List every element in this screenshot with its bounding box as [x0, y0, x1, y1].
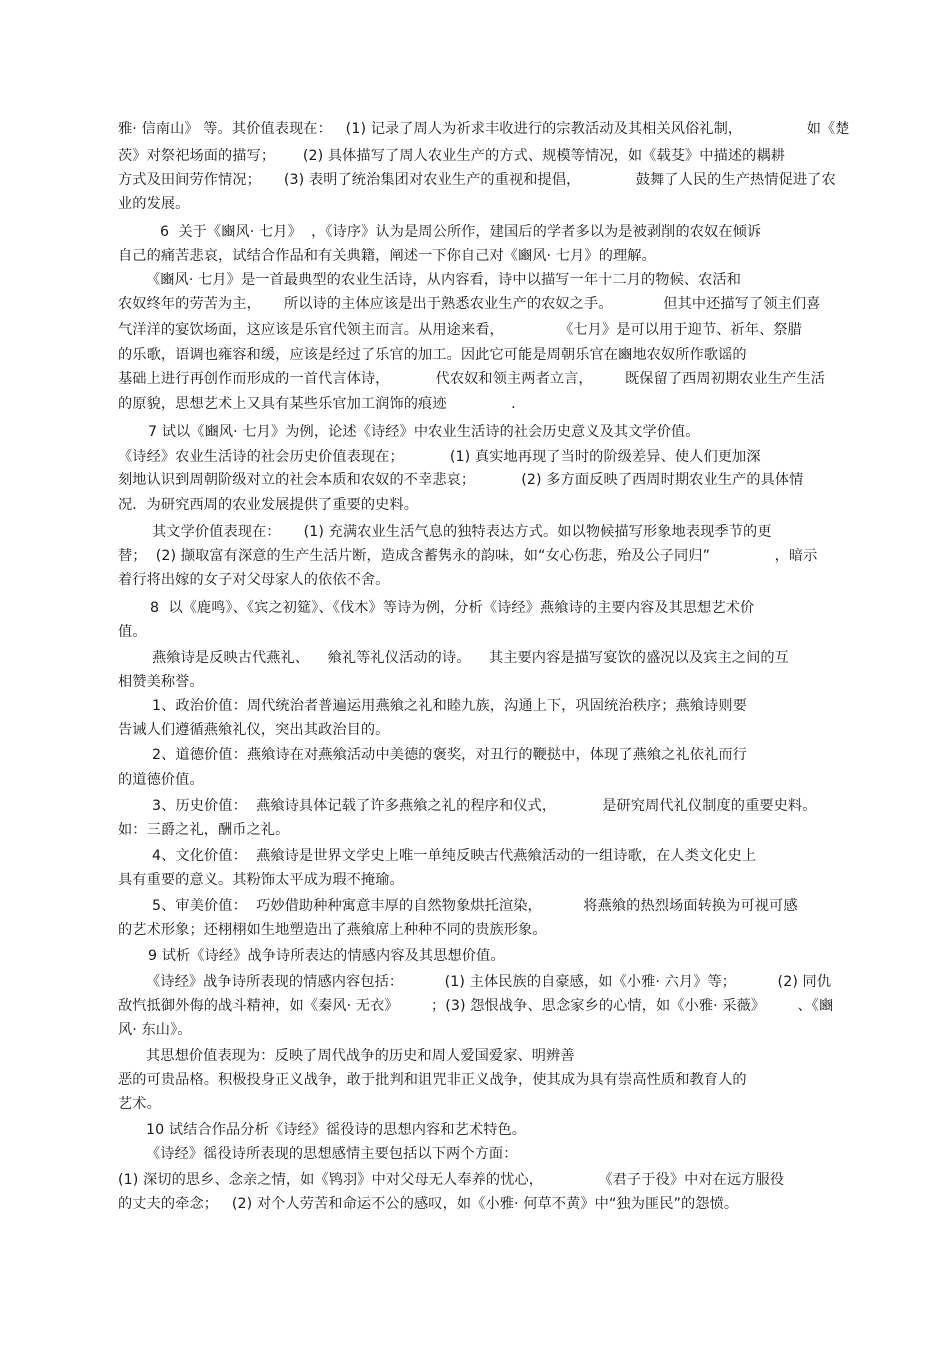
question-heading: 6 关于《豳风· 七月》 ，《诗序》认为是周公所作，建国后的学者多以为是被剥削的农奴在倾诉: [160, 224, 762, 240]
text-line: 替； (2) 撷取富有深意的生产生活片断，造成含蓄隽永的韵味，如“女心伤悲，殆及公子同归” ，暗示: [118, 548, 818, 564]
text-line: 方式及田间劳作情况； (3) 表明了统治集团对农业生产的重视和提倡， 鼓舞了人民的生产热情促进了农: [118, 172, 836, 188]
text-line: 雅· 信南山》 等。其价值表现在： (1) 记录了周人为祈求丰收进行的宗教活动及其相关风俗礼制， 如《楚: [118, 121, 850, 137]
text-line: (1) 深切的思乡、念亲之情，如《鸨羽》中对父母无人奉养的忧心， 《君子于役》中对在远方服役: [118, 1172, 785, 1188]
text-line: 的丈夫的牵念； (2) 对个人劳苦和命运不公的感叹，如《小雅· 何草不黄》中“独为匪民”的怨愤。: [118, 1196, 739, 1212]
text-line: 其文学价值表现在： (1) 充满农业生活气息的独特表达方式。如以物候描写形象地表现季节的更: [152, 524, 772, 540]
text-line: 《豳风· 七月》是一首最典型的农业生活诗，从内容看，诗中以描写一年十二月的物候、农活和: [146, 272, 742, 288]
text-line: 的道德价值。: [118, 772, 204, 788]
text-line: 气洋洋的宴饮场面，这应该是乐官代领主而言。从用途来看， 《七月》是可以用于迎节、祈年、祭腊: [118, 322, 802, 338]
list-item: 4、文化价值： 燕飨诗是世界文学史上唯一单纯反映古代燕飨活动的一组诗歌，在人类文化史上: [152, 848, 757, 864]
text-line: 茨》对祭祀场面的描写； (2) 具体描写了周人农业生产的方式、规模等情况，如《载芟》中描述的耦耕: [118, 148, 786, 164]
question-heading: 8 以《鹿鸣》、《宾之初筵》、《伐木》等诗为例，分析《诗经》燕飨诗的主要内容及其思想艺术价: [150, 600, 755, 616]
list-item: 2、道德价值：燕飨诗在对燕飨活动中美德的褒奖，对丑行的鞭挞中，体现了燕飨之礼依礼而行: [152, 747, 747, 763]
text-line: 基础上进行再创作而形成的一首代言体诗， 代农奴和领主两者立言， 既保留了西周初期农业生产生活: [118, 371, 826, 387]
text-line: 如：三爵之礼，酬币之礼。: [118, 822, 290, 838]
text-line: 恶的可贵品格。积极投身正义战争，敢于批判和诅咒非正义战争，使其成为具有崇高性质和教育人的: [118, 1072, 747, 1088]
text-line: 《诗经》战争诗所表现的情感内容包括： (1) 主体民族的自豪感，如《小雅· 六月》等； (2) 同仇: [146, 974, 832, 990]
question-heading: 10 试结合作品分析《诗经》徭役诗的思想内容和艺术特色。: [146, 1122, 527, 1138]
text-line: 告诫人们遵循燕飨礼仪，突出其政治目的。: [118, 722, 390, 738]
list-item: 3、历史价值： 燕飨诗具体记载了许多燕飨之礼的程序和仪式， 是研究周代礼仪制度的重要史料。: [152, 798, 817, 814]
text-line: 《诗经》农业生活诗的社会历史价值表现在； (1) 真实地再现了当时的阶级差异、使人们更加深: [118, 449, 761, 465]
list-item: 1、政治价值：周代统治者普遍运用燕飨之礼和睦九族，沟通上下，巩固统治秩序；燕飨诗则要: [152, 698, 747, 714]
text-line: 况．为研究西周的农业发展提供了重要的史料。: [118, 497, 419, 513]
text-line: 着行将出嫁的女子对父母家人的依依不舍。: [118, 572, 390, 588]
list-item: 5、审美价值： 巧妙借助种种寓意丰厚的自然物象烘托渲染， 将燕飨的热烈场面转换为可视可感: [152, 898, 798, 914]
text-line: 业的发展。: [118, 196, 190, 212]
text-line: 具有重要的意义。其粉饰太平成为瑕不掩瑜。: [118, 872, 404, 888]
text-line: 的艺术形象；还栩栩如生地塑造出了燕飨席上种种不同的贵族形象。: [118, 922, 547, 938]
text-line: 自己的痛苦悲哀，试结合作品和有关典籍，阐述一下你自己对《豳风· 七月》的理解。: [118, 248, 656, 264]
text-line: 农奴终年的劳苦为主， 所以诗的主体应该是出于熟悉农业生产的农奴之手。 但其中还描写了领主们喜: [118, 296, 821, 312]
text-line: 值。: [118, 624, 147, 640]
text-line: 敌忾抵御外侮的战斗精神，如《秦风· 无衣》 ；(3) 怨恨战争、思念家乡的心情，如《小雅· 采薇》 、《豳: [118, 998, 834, 1014]
text-line: 燕飨诗是反映古代燕礼、 飨礼等礼仪活动的诗。 其主要内容是描写宴饮的盛况以及宾主之间的互: [152, 650, 789, 666]
text-line: 风· 东山》。: [118, 1022, 192, 1038]
text-line: 艺术。: [118, 1096, 161, 1112]
text-line: 刻地认识到周朝阶级对立的社会本质和农奴的不幸悲哀； (2) 多方面反映了西周时期农业生产的具体情: [118, 472, 804, 488]
text-line: 《诗经》徭役诗所表现的思想感情主要包括以下两个方面：: [146, 1146, 518, 1162]
text-line: 其思想价值表现为：反映了周代战争的历史和周人爱国爱家、明辨善: [146, 1048, 575, 1064]
question-heading: 9 试析《诗经》战争诗所表达的情感内容及其思想价值。: [148, 948, 505, 964]
text-line: 相赞美称誉。: [118, 674, 204, 690]
question-heading: 7 试以《豳风· 七月》为例，论述《诗经》中农业生活诗的社会历史意义及其文学价值。: [148, 424, 700, 440]
text-line: 的乐歌，语调也雍容和缓，应该是经过了乐官的加工。因此它可能是周朝乐官在豳地农奴所作歌谣的: [118, 347, 747, 363]
text-line: 的原貌，思想艺术上又具有某些乐官加工润饰的痕迹 .: [118, 396, 516, 412]
